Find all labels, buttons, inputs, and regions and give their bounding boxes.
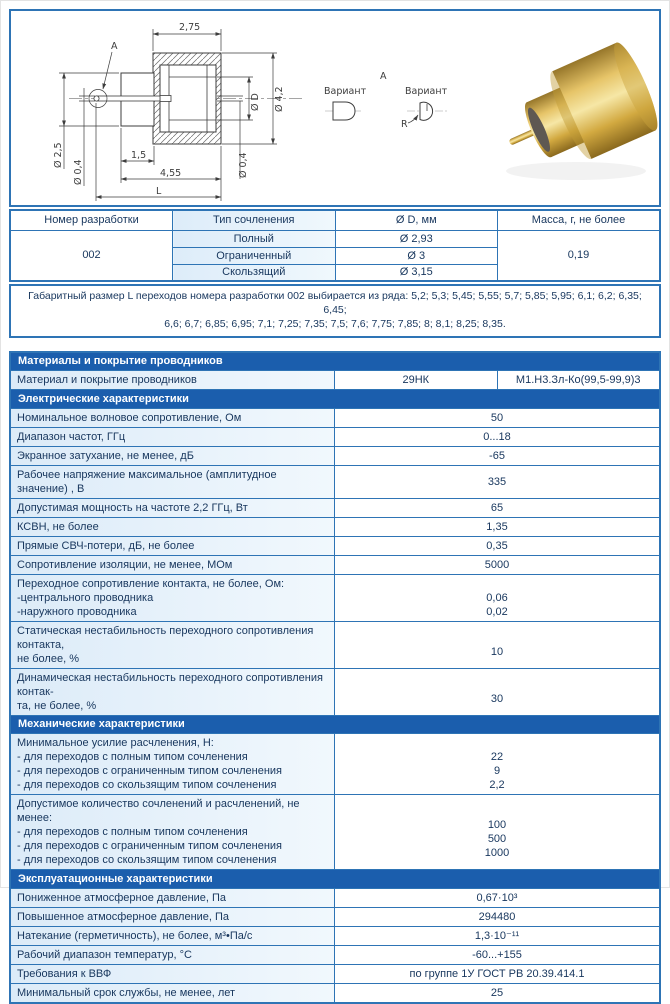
spec-label: Переходное сопротивление контакта, не более, Ом: -центрального проводника -наружного проводника (11, 575, 335, 621)
spec-value: 5000 (335, 556, 659, 574)
spec-label: КСВН, не более (11, 518, 335, 536)
spec-section-header: Эксплуатационные характеристики (11, 870, 659, 889)
spec-label: Требования к ВВФ (11, 965, 335, 983)
spec-value-cell: 29НК (335, 371, 498, 389)
mass-cell: 0,19 (498, 230, 661, 281)
connector-body-section (94, 53, 221, 144)
spec-label: Натекание (герметичность), не более, м³•Па/с (11, 927, 335, 945)
spec-value: 100 500 1000 (335, 795, 659, 869)
label-a: A (111, 41, 118, 52)
dim-d-inner-label: Ø D (250, 93, 261, 111)
dim-d-mid (59, 73, 119, 169)
spec-value: 0,67·10³ (335, 889, 659, 907)
dim-2-75-label: 2,75 (179, 22, 201, 33)
spec-label: Экранное затухание, не менее, дБ (11, 447, 335, 465)
spec-row (11, 795, 659, 870)
spec-value: 0,35 (335, 537, 659, 555)
dim-l-label: L (156, 186, 162, 197)
spec-row (11, 428, 659, 447)
spec-value: 22 9 2,2 (335, 734, 659, 794)
spec-row (11, 466, 659, 499)
spec-value: 65 (335, 499, 659, 517)
col-header-dev-number: Номер разработки (10, 210, 173, 230)
size-l-note (9, 284, 661, 338)
spec-row (11, 575, 659, 622)
diameter-cell: Ø 3 (335, 247, 498, 264)
spec-label: Прямые СВЧ-потери, дБ, не более (11, 537, 335, 555)
size-l-note-line1: Габаритный размер L переходов номера разработки 002 выбирается из ряда: 5,2; 5,3; 5,45; 5,55; 5,7; 5,85; 5,95; 6,1; 6,2; 6,35; 6,45; (28, 290, 642, 317)
spec-row (11, 499, 659, 518)
spec-row (11, 371, 659, 390)
spec-label: Диапазон частот, ГГц (11, 428, 335, 446)
col-header-mass: Масса, г, не более (498, 210, 661, 230)
spec-section-header: Механические характеристики (11, 716, 659, 735)
spec-row (11, 409, 659, 428)
variant-1-view (324, 86, 367, 120)
spec-label: Рабочее напряжение максимальное (амплитудное значение) , В (11, 466, 335, 498)
dim-1-5-label: 1,5 (131, 150, 147, 161)
spec-value: по группе 1У ГОСТ РВ 20.39.414.1 (335, 965, 659, 983)
spec-label: Допустимая мощность на частоте 2,2 ГГц, Вт (11, 499, 335, 517)
variant-1-label: Вариант (324, 86, 367, 97)
spec-value: 294480 (335, 908, 659, 926)
diameter-cell: Ø 2,93 (335, 230, 498, 247)
spec-row (11, 537, 659, 556)
radius-label: R (401, 119, 408, 130)
label-a-leader (103, 52, 112, 89)
dim-d-pin-right-label: Ø 0,4 (238, 152, 249, 178)
spec-label: Повышенное атмосферное давление, Па (11, 908, 335, 926)
spec-label: Статическая нестабильность переходного сопротивления контакта, не более, % (11, 622, 335, 668)
spec-row (11, 889, 659, 908)
spec-label: Минимальное усилие расчленения, Н: - для переходов с полным типом сочленения - для переходов с ограниченным типом сочленения - для переходов со скользящим типом сочленения (11, 734, 335, 794)
variant-2-view (401, 86, 448, 130)
spec-label: Сопротивление изоляции, не менее, МОм (11, 556, 335, 574)
spec-section-header: Электрические характеристики (11, 390, 659, 409)
spec-row (11, 518, 659, 537)
connector-photo (490, 39, 661, 187)
joint-type-cell: Ограниченный (173, 247, 336, 264)
spec-row (11, 556, 659, 575)
spec-value: 335 (335, 466, 659, 498)
spec-row (11, 447, 659, 466)
dim-d-mid-label: Ø 2,5 (53, 142, 64, 168)
size-l-note-line2: 6,6; 6,7; 6,85; 6,95; 7,1; 7,25; 7,35; 7,5; 7,6; 7,75; 7,85; 8; 8,1; 8,25; 8,35. (164, 318, 506, 331)
spec-value: 30 (335, 669, 659, 715)
col-header-diameter: Ø D, мм (335, 210, 498, 230)
spec-value-cell: М1.Н3.Зл-Ко(99,5-99,9)3 (515, 374, 641, 387)
joint-type-cell: Полный (173, 230, 336, 247)
table-row (10, 230, 660, 247)
joint-type-cell: Скользящий (173, 264, 336, 281)
technical-drawing (9, 9, 661, 207)
spec-section-header: Материалы и покрытие проводников (11, 353, 659, 372)
spec-value: 0...18 (335, 428, 659, 446)
spec-value (335, 371, 659, 389)
variant-2-label: Вариант (405, 86, 448, 97)
connector-drawing-svg (11, 11, 661, 205)
diameter-cell: Ø 3,15 (335, 264, 498, 281)
dim-d-outer-label: Ø 4,2 (274, 86, 285, 112)
spec-value: 50 (335, 409, 659, 427)
parameters-table (9, 209, 661, 282)
spec-row (11, 734, 659, 795)
spec-value: 1,35 (335, 518, 659, 536)
spec-label: Материал и покрытие проводников (11, 371, 335, 389)
spec-label: Динамическая нестабильность переходного сопротивления контак- та, не более, % (11, 669, 335, 715)
spec-value: 25 (335, 984, 659, 1002)
dim-d-pin-left-label: Ø 0,4 (73, 159, 84, 185)
spec-label: Минимальный срок службы, не менее, лет (11, 984, 335, 1002)
parameters-header-row (10, 210, 660, 230)
spec-value: -65 (335, 447, 659, 465)
spec-value: 1,3·10⁻¹¹ (335, 927, 659, 945)
spec-row (11, 946, 659, 965)
spec-value: -60...+155 (335, 946, 659, 964)
spec-row (11, 984, 659, 1002)
dim-4-55-label: 4,55 (160, 168, 182, 179)
spec-row (11, 669, 659, 716)
col-header-joint-type: Тип сочленения (173, 210, 336, 230)
spec-value: 10 (335, 622, 659, 668)
spec-label: Номинальное волновое сопротивление, Ом (11, 409, 335, 427)
spec-row (11, 927, 659, 946)
spec-value: 0,06 0,02 (335, 575, 659, 621)
spec-label: Допустимое количество сочленений и расчленений, не менее: - для переходов с полным типом сочленения - для переходов с ограниченным типом сочленения - для переходов со скользящим типом сочленения (11, 795, 335, 869)
spec-table (9, 351, 661, 1004)
spec-row (11, 908, 659, 927)
spec-label: Рабочий диапазон температур, °С (11, 946, 335, 964)
spec-label: Пониженное атмосферное давление, Па (11, 889, 335, 907)
detail-a-view-label: А (380, 71, 387, 82)
spec-row (11, 965, 659, 984)
dev-number-cell: 002 (10, 230, 173, 281)
spec-row (11, 622, 659, 669)
